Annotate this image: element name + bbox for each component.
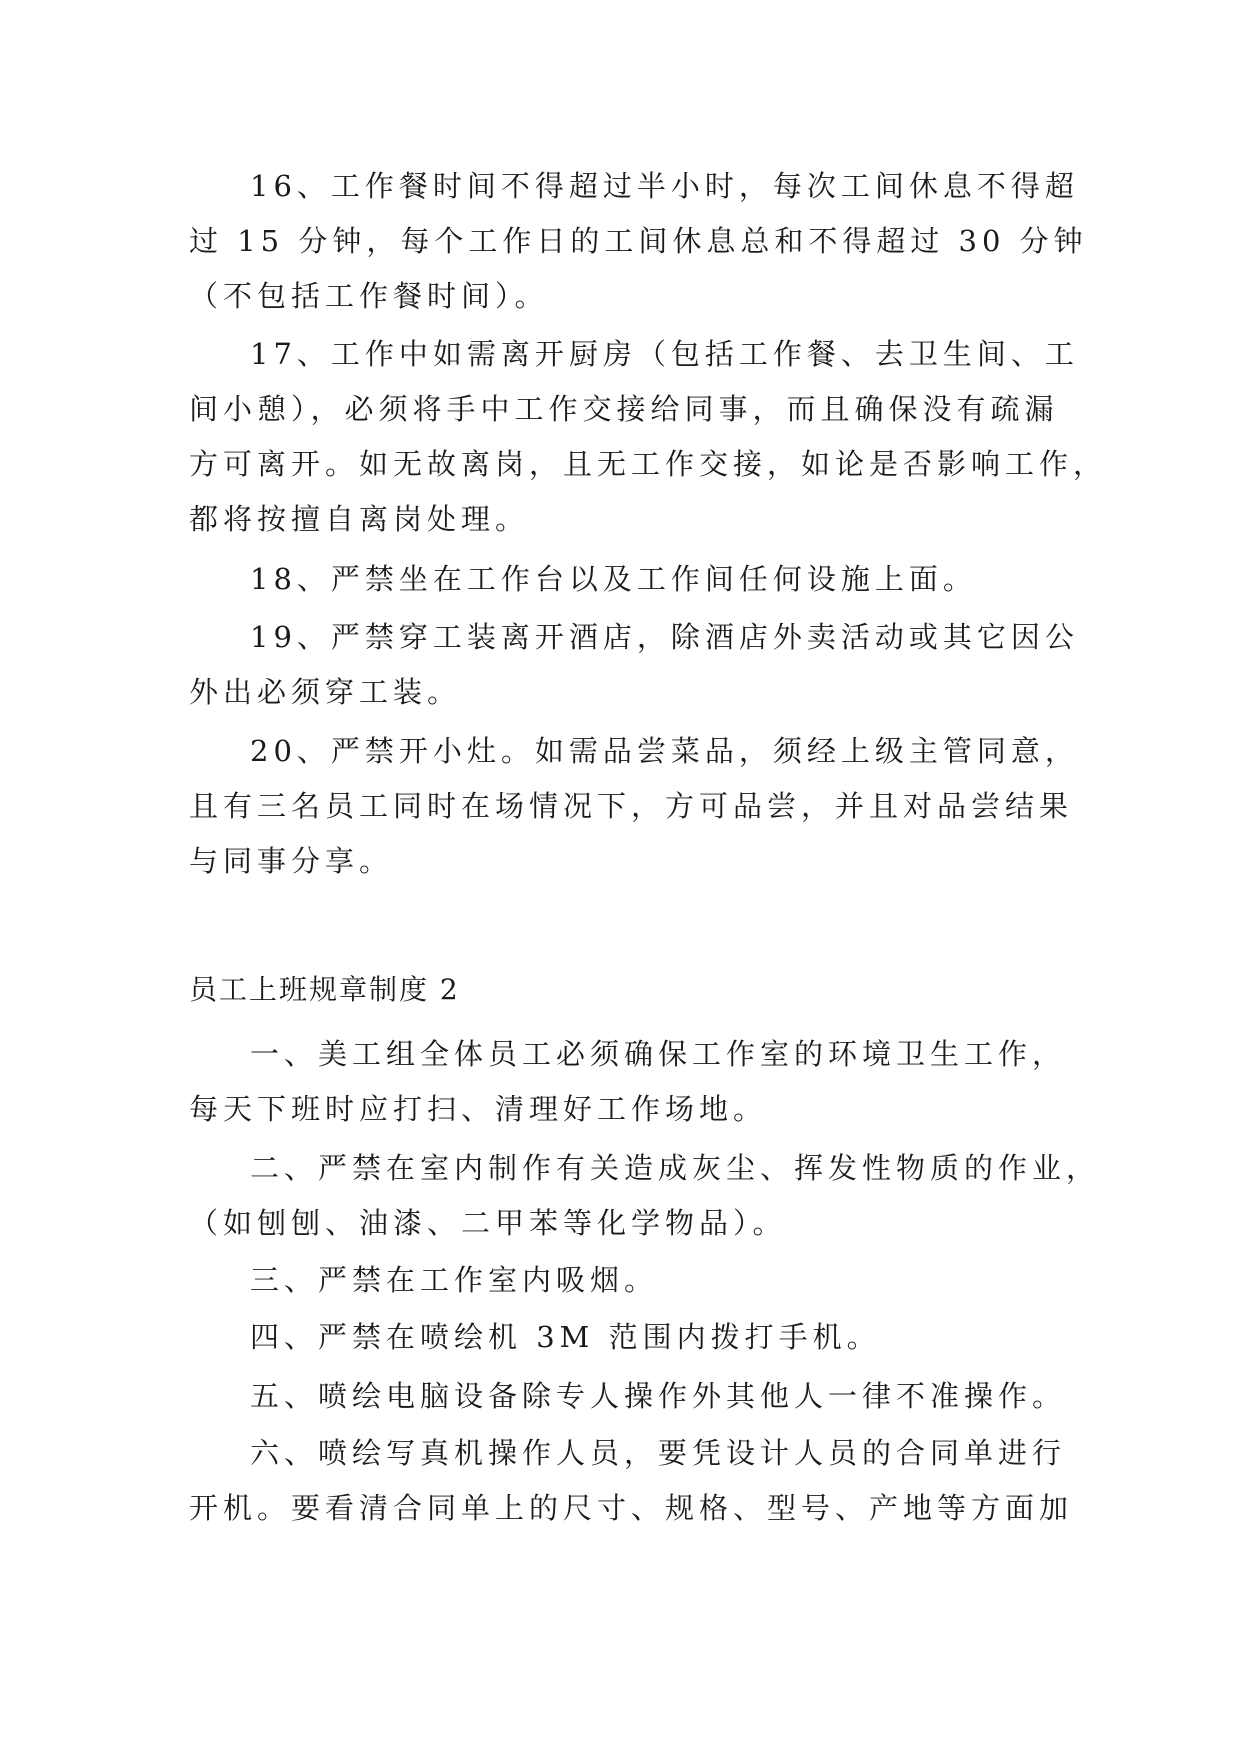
paragraph-line: 20、严禁开小灶。如需品尝菜品，须经上级主管同意，: [250, 734, 1079, 768]
paragraph-line: （如刨刨、油漆、二甲苯等化学物品）。: [189, 1206, 787, 1240]
paragraph-line: 二、严禁在室内制作有关造成灰尘、挥发性物质的作业，: [250, 1151, 1101, 1185]
paragraph-line: 过 15 分钟，每个工作日的工间休息总和不得超过 30 分钟: [189, 224, 1088, 258]
paragraph-line: 六、喷绘写真机操作人员，要凭设计人员的合同单进行: [250, 1436, 1067, 1470]
paragraph-line: 都将按擅自离岗处理。: [189, 502, 530, 536]
section-heading: 员工上班规章制度 2: [189, 973, 460, 1006]
paragraph-line: 且有三名员工同时在场情况下，方可品尝，并且对品尝结果: [189, 789, 1074, 823]
paragraph-line: 19、严禁穿工装离开酒店，除酒店外卖活动或其它因公: [250, 620, 1079, 654]
paragraph-line: 16、工作餐时间不得超过半小时，每次工间休息不得超: [250, 169, 1079, 203]
paragraph-line: 17、工作中如需离开厨房（包括工作餐、去卫生间、工: [250, 337, 1079, 371]
paragraph-line: 开机。要看清合同单上的尺寸、规格、型号、产地等方面加: [189, 1491, 1074, 1525]
paragraph-line: 方可离开。如无故离岗，且无工作交接，如论是否影响工作，: [189, 447, 1108, 481]
paragraph-line: 一、美工组全体员工必须确保工作室的环境卫生工作，: [250, 1037, 1067, 1071]
paragraph-line: 外出必须穿工装。: [189, 675, 462, 709]
paragraph-line: 间小憩），必须将手中工作交接给同事，而且确保没有疏漏: [189, 392, 1059, 426]
paragraph-line: 与同事分享。: [189, 844, 394, 878]
paragraph-line: 四、严禁在喷绘机 3M 范围内拨打手机。: [250, 1320, 881, 1354]
paragraph-line: 五、喷绘电脑设备除专人操作外其他人一律不准操作。: [250, 1379, 1067, 1413]
paragraph-line: （不包括工作餐时间）。: [189, 279, 549, 313]
paragraph-line: 每天下班时应打扫、清理好工作场地。: [189, 1092, 768, 1126]
paragraph-line: 18、严禁坐在工作台以及工作间任何设施上面。: [250, 562, 977, 596]
paragraph-line: 三、严禁在工作室内吸烟。: [250, 1263, 659, 1297]
